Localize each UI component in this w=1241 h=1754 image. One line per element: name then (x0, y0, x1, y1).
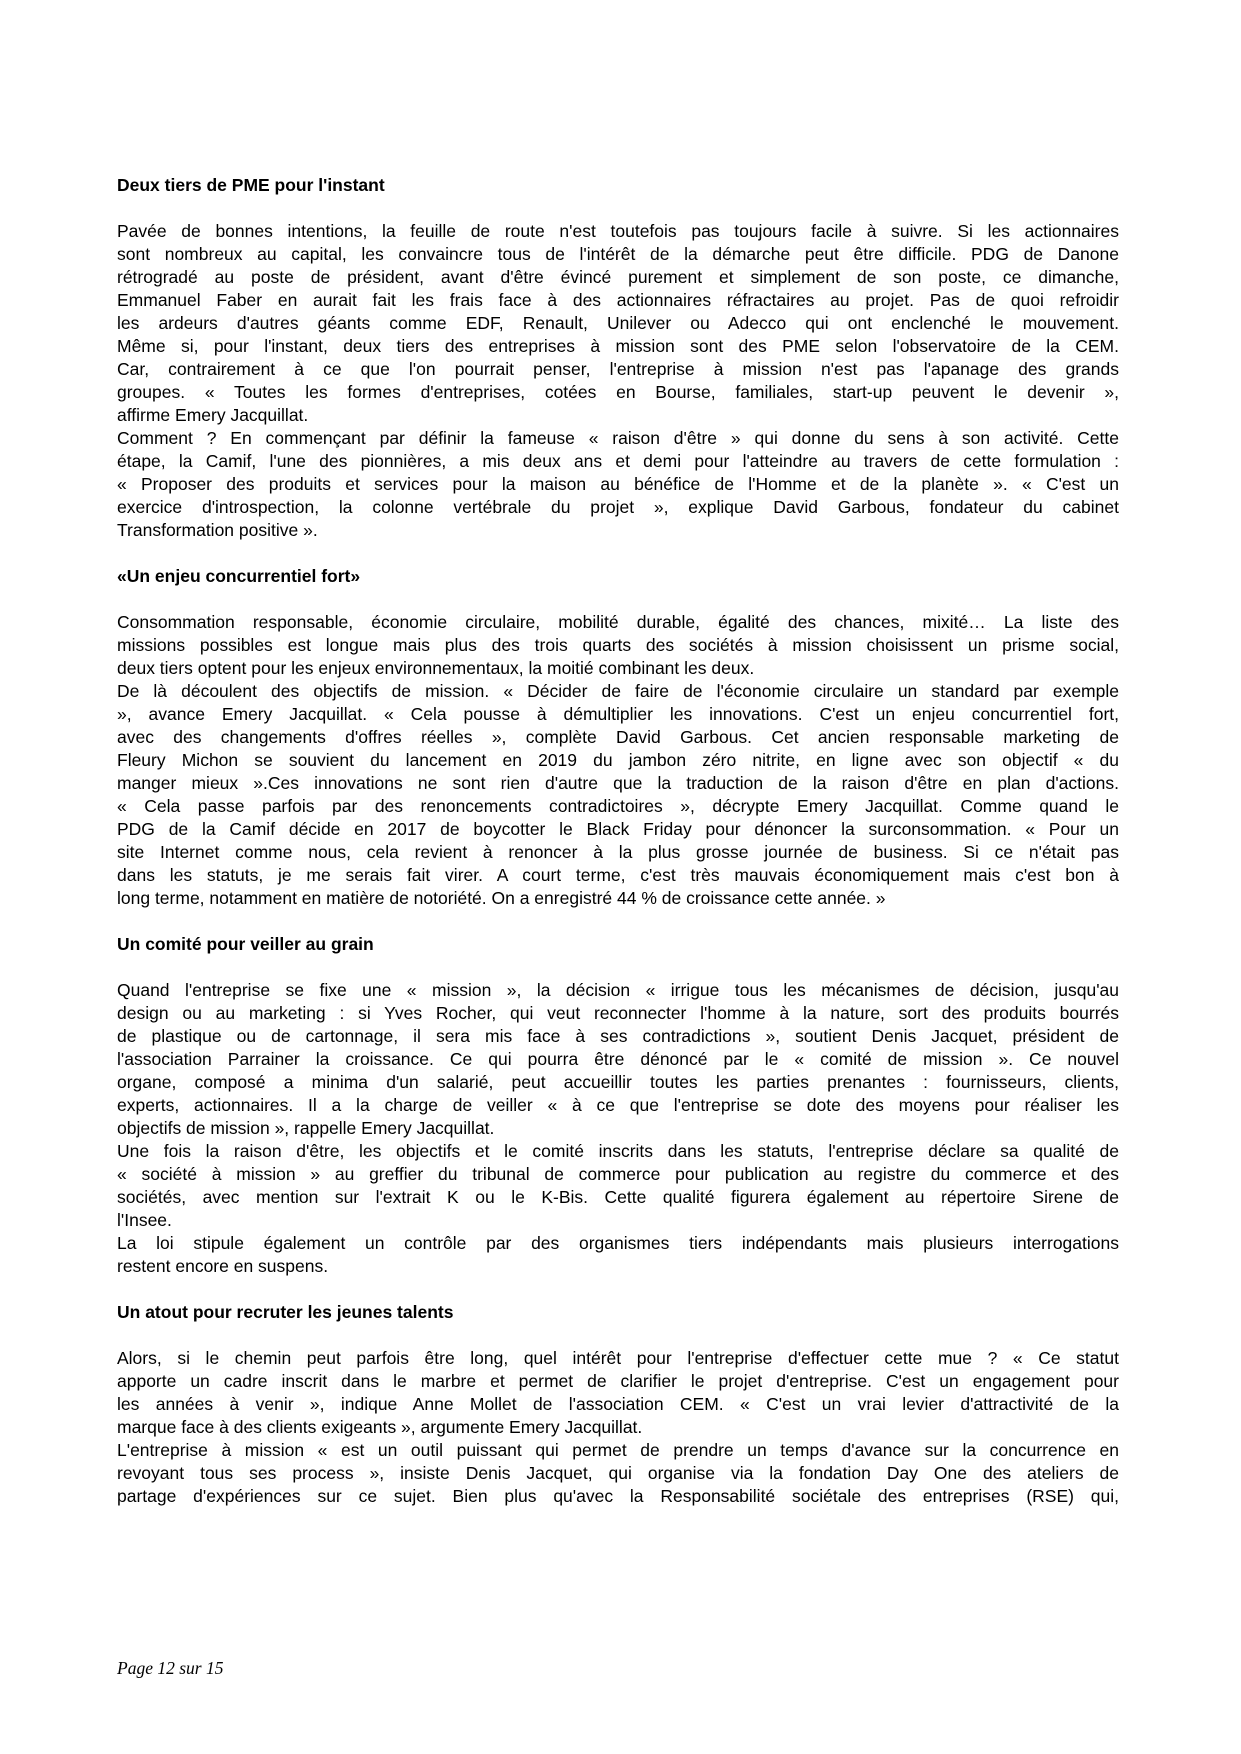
text-line: Même si, pour l'instant, deux tiers des entreprises à mission sont des PME selon l'observatoire de la CEM. (117, 336, 1119, 356)
text-line: revoyant tous ses process », insiste Denis Jacquet, qui organise via la fondation Day One des ateliers de (117, 1463, 1119, 1483)
section-heading: Un atout pour recruter les jeunes talents (117, 1302, 454, 1322)
text-line: « société à mission » au greffier du tribunal de commerce pour publication au registre du commerce et des (117, 1164, 1119, 1184)
text-line: partage d'expériences sur ce sujet. Bien plus qu'avec la Responsabilité sociétale des entreprises (RSE) qui, (117, 1486, 1119, 1506)
section-heading: «Un enjeu concurrentiel fort» (117, 566, 361, 586)
text-line: Transformation positive ». (117, 520, 318, 540)
paragraph (117, 979, 1119, 1140)
text-line: affirme Emery Jacquillat. (117, 405, 309, 425)
text-line: L'entreprise à mission « est un outil puissant qui permet de prendre un temps d'avance sur la concurrence en (117, 1440, 1119, 1460)
paragraph (117, 1140, 1119, 1232)
paragraph (117, 427, 1119, 542)
paragraph (117, 220, 1119, 427)
text-line: de plastique ou de cartonnage, il sera mis face à ses contradictions », soutient Denis Jacquet, président de (117, 1026, 1119, 1046)
text-line: Quand l'entreprise se fixe une « mission », la décision « irrigue tous les mécanismes de décision, jusqu'au (117, 980, 1119, 1000)
paragraph (117, 680, 1119, 910)
paragraph (117, 1439, 1119, 1508)
text-line: Emmanuel Faber en aurait fait les frais face à des actionnaires réfractaires au projet. Pas de quoi refroidir (117, 290, 1119, 310)
text-line: Comment ? En commençant par définir la fameuse « raison d'être » qui donne du sens à son activité. Cette (117, 428, 1119, 448)
text-line: deux tiers optent pour les enjeux environnementaux, la moitié combinant les deux. (117, 658, 755, 678)
text-line: site Internet comme nous, cela revient à renoncer à la plus grosse journée de business. Si ce n'était pas (117, 842, 1119, 862)
text-line: groupes. « Toutes les formes d'entreprises, cotées en Bourse, familiales, start-up peuvent le devenir », (117, 382, 1119, 402)
text-line: », avance Emery Jacquillat. « Cela pousse à démultiplier les innovations. C'est un enjeu concurrentiel fort, (117, 704, 1119, 724)
text-line: apporte un cadre inscrit dans le marbre et permet de clarifier le projet d'entreprise. C'est un engagement pour (117, 1371, 1119, 1391)
text-line: missions possibles est longue mais plus des trois quarts des sociétés à mission choisissent un prisme social, (117, 635, 1119, 655)
text-line: Consommation responsable, économie circulaire, mobilité durable, égalité des chances, mixité… La liste des (117, 612, 1119, 632)
text-line: les années à venir », indique Anne Mollet de l'association CEM. « C'est un vrai levier d'attractivité de la (117, 1394, 1119, 1414)
text-line: PDG de la Camif décide en 2017 de boycotter le Black Friday pour dénoncer la surconsommation. « Pour un (117, 819, 1119, 839)
section-pme (117, 174, 1119, 542)
page-number: Page 12 sur 15 (117, 1658, 224, 1678)
section-enjeu (117, 565, 1119, 910)
section-comite (117, 933, 1119, 1278)
text-line: sont nombreux au capital, les convaincre tous de l'intérêt de la démarche peut être difficile. PDG de Danone (117, 244, 1119, 264)
text-line: les ardeurs d'autres géants comme EDF, Renault, Unilever ou Adecco qui ont enclenché le mouvement. (117, 313, 1119, 333)
section-heading: Deux tiers de PME pour l'instant (117, 175, 385, 195)
text-line: « Cela passe parfois par des renoncements contradictoires », décrypte Emery Jacquillat. Comme quand le (117, 796, 1119, 816)
text-line: l'Insee. (117, 1210, 172, 1230)
paragraph (117, 1232, 1119, 1278)
text-line: Car, contrairement à ce que l'on pourrait penser, l'entreprise à mission n'est pas l'apanage des grands (117, 359, 1119, 379)
text-line: manger mieux ».Ces innovations ne sont rien d'autre que la traduction de la raison d'être en plan d'actions. (117, 773, 1119, 793)
text-line: long terme, notamment en matière de notoriété. On a enregistré 44 % de croissance cette année. » (117, 888, 886, 908)
text-line: Alors, si le chemin peut parfois être long, quel intérêt pour l'entreprise d'effectuer cette mue ? « Ce statut (117, 1348, 1119, 1368)
text-line: La loi stipule également un contrôle par des organismes tiers indépendants mais plusieurs interrogations (117, 1233, 1119, 1253)
text-line: « Proposer des produits et services pour la maison au bénéfice de l'Homme et de la planète ». « C'est un (117, 474, 1119, 494)
text-line: étape, la Camif, l'une des pionnières, a mis deux ans et demi pour l'atteindre au travers de cette formulation : (117, 451, 1119, 471)
text-line: organe, composé a minima d'un salarié, peut accueillir toutes les parties prenantes : fournisseurs, clients, (117, 1072, 1119, 1092)
text-line: De là découlent des objectifs de mission. « Décider de faire de l'économie circulaire un standard par exemple (117, 681, 1119, 701)
text-line: Une fois la raison d'être, les objectifs et le comité inscrits dans les statuts, l'entreprise déclare sa qualité de (117, 1141, 1119, 1161)
text-line: exercice d'introspection, la colonne vertébrale du projet », explique David Garbous, fondateur du cabinet (117, 497, 1119, 517)
section-heading: Un comité pour veiller au grain (117, 934, 374, 954)
text-line: experts, actionnaires. Il a la charge de veiller « à ce que l'entreprise se dote des moyens pour réaliser les (117, 1095, 1119, 1115)
text-line: rétrogradé au poste de président, avant d'être évincé purement et simplement de son poste, ce dimanche, (117, 267, 1119, 287)
text-line: restent encore en suspens. (117, 1256, 329, 1276)
text-line: objectifs de mission », rappelle Emery Jacquillat. (117, 1118, 495, 1138)
text-line: avec des changements d'offres réelles », complète David Garbous. Cet ancien responsable marketing de (117, 727, 1119, 747)
text-line: dans les statuts, je me serais fait virer. A court terme, c'est très mauvais économiquement mais c'est bon à (117, 865, 1119, 885)
text-line: Fleury Michon se souvient du lancement en 2019 du jambon zéro nitrite, en ligne avec son objectif « du (117, 750, 1119, 770)
text-line: l'association Parrainer la croissance. Ce qui pourra être dénoncé par le « comité de mission ». Ce nouvel (117, 1049, 1119, 1069)
section-talents (117, 1301, 1119, 1508)
text-line: Pavée de bonnes intentions, la feuille de route n'est toutefois pas toujours facile à suivre. Si les actionnaires (117, 221, 1119, 241)
paragraph (117, 1347, 1119, 1439)
document-page (117, 174, 1119, 1531)
text-line: design ou au marketing : si Yves Rocher, qui veut reconnecter l'homme à la nature, sort des produits bourrés (117, 1003, 1119, 1023)
paragraph (117, 611, 1119, 680)
text-line: sociétés, avec mention sur l'extrait K ou le K-Bis. Cette qualité figurera également au répertoire Sirene de (117, 1187, 1119, 1207)
text-line: marque face à des clients exigeants », argumente Emery Jacquillat. (117, 1417, 643, 1437)
